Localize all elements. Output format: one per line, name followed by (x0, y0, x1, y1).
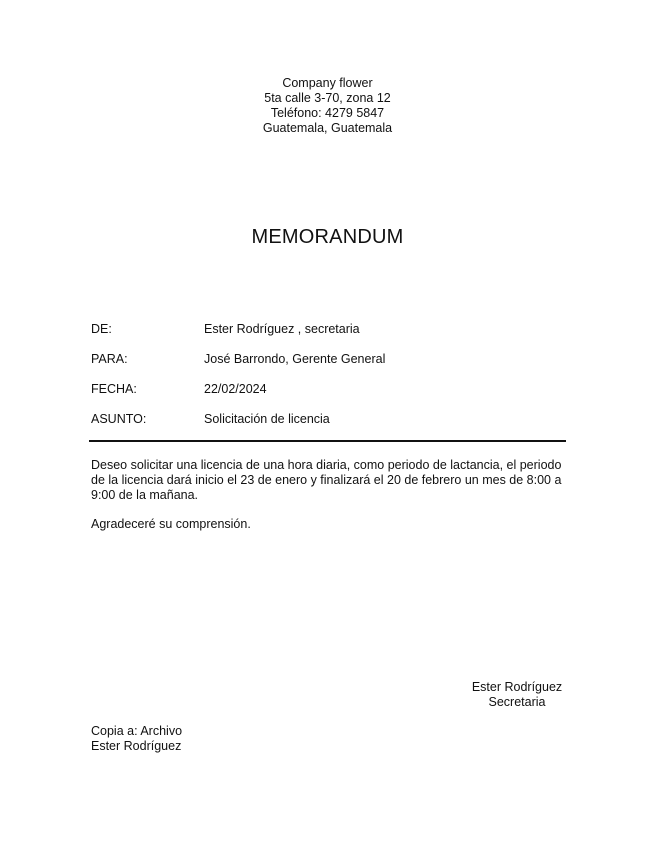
copies-line-archive: Copia a: Archivo (91, 724, 183, 738)
body-paragraph-thanks: Agradeceré su comprensión. (91, 517, 251, 531)
letterhead (0, 76, 655, 136)
signature-role: Secretaria (488, 695, 546, 709)
memo-body (91, 458, 569, 546)
field-value-date: 22/02/2024 (204, 382, 267, 396)
company-address: 5ta calle 3-70, zona 12 (264, 91, 391, 105)
signature-name: Ester Rodríguez (471, 680, 563, 694)
company-city: Guatemala, Guatemala (262, 121, 393, 135)
copies-block (91, 724, 182, 754)
copies-line-person: Ester Rodríguez (91, 739, 182, 753)
field-value-from: Ester Rodríguez , secretaria (204, 322, 360, 336)
field-label-from: DE: (91, 322, 112, 336)
separator-rule (89, 440, 566, 442)
field-value-subject: Solicitación de licencia (204, 412, 330, 426)
field-label-to: PARA: (91, 352, 128, 366)
document-title: MEMORANDUM (251, 226, 404, 248)
field-value-to: José Barrondo, Gerente General (204, 352, 386, 366)
company-name: Company flower (282, 76, 373, 90)
field-label-subject: ASUNTO: (91, 412, 147, 426)
company-phone: Teléfono: 4279 5847 (270, 106, 385, 120)
field-label-date: FECHA: (91, 382, 137, 396)
signature-block (461, 680, 573, 710)
body-paragraph-request: Deseo solicitar una licencia de una hora diaria, como periodo de lactancia, el periodo de la licencia dará inicio el 23 de enero y finalizará el 20 de febrero un mes de 8:00 a 9:00 de la mañana. (91, 458, 562, 502)
